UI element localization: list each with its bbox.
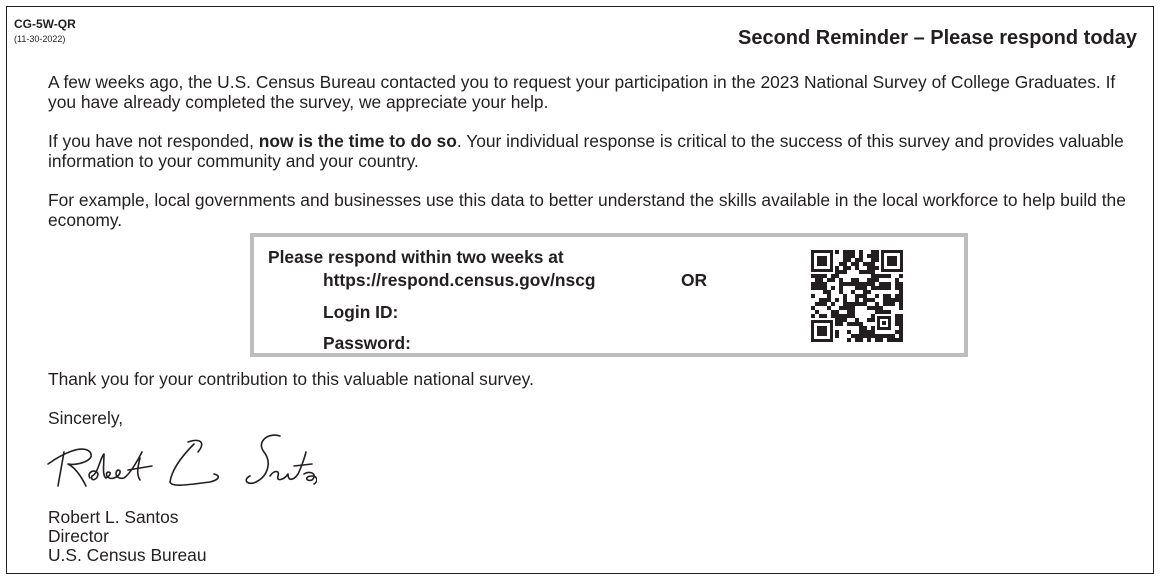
headline: Second Reminder – Please respond today: [737, 27, 1137, 49]
response-heading: Please respond within two weeks at: [268, 247, 564, 267]
signer-organization: U.S. Census Bureau: [48, 545, 207, 565]
login-id-label: Login ID:: [323, 302, 399, 322]
thank-you-text: Thank you for your contribution to this valuable national survey.: [48, 369, 534, 389]
qr-code-icon[interactable]: [811, 250, 903, 342]
paragraph-example: For example, local governments and businesses use this data to better understand the skills available in the local workforce to help build the economy.: [48, 190, 1126, 230]
response-url-link[interactable]: https://respond.census.gov/nscg: [323, 270, 596, 290]
form-date: (11-30-2022): [14, 34, 66, 44]
paragraph-urgency-emphasis: now is the time to do so: [258, 131, 457, 151]
paragraph-urgency-rest: . Your individual response is critical to the success of this survey and provides valuable information to your community and your country.: [48, 131, 1124, 171]
password-label: Password:: [323, 333, 411, 353]
or-label: OR: [681, 270, 708, 290]
signer-title: Director: [48, 526, 109, 546]
paragraph-urgency-lead: If you have not responded,: [48, 131, 259, 151]
response-box: [250, 233, 968, 357]
paragraph-intro: A few weeks ago, the U.S. Census Bureau contacted you to request your participation in the 2023 National Survey of College Graduates. If you have already completed the survey, we appreciate your help.: [48, 72, 1116, 112]
closing-text: Sincerely,: [48, 408, 124, 428]
signature-image: [42, 430, 317, 496]
signer-name: Robert L. Santos: [48, 507, 179, 527]
paragraph-urgency: [48, 132, 1138, 171]
form-code: CG-5W-QR: [14, 17, 76, 31]
